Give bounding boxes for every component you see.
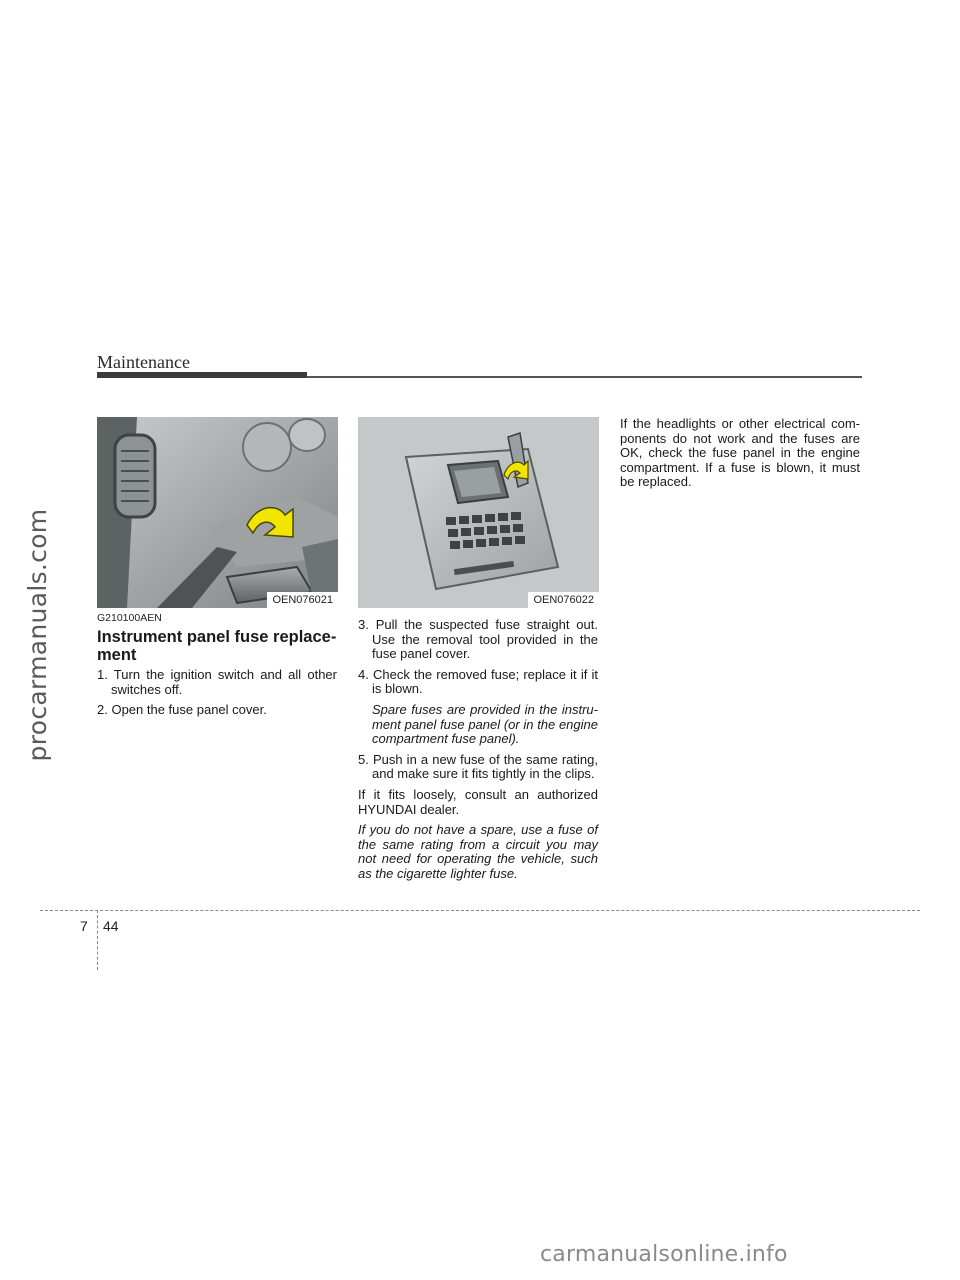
footer-rule [40, 910, 920, 911]
footwell-fuse-cover-illustration [97, 417, 338, 608]
section-title: Maintenance [97, 352, 190, 372]
paragraph-engine-fuse-panel: If the headlights or other electrical com-ponents do not work and the fuses are OK, check the fuse panel in the engine compartment. If a fuse is blown, it must be replaced. [620, 416, 860, 490]
note-spare-fuses: Spare fuses are provided in the instru-ment panel fuse panel (or in the engine compartment fuse panel). [372, 701, 598, 747]
fuse-panel-cover-illustration [358, 417, 599, 608]
figure-caption: OEN076021 [267, 592, 338, 608]
left-column [97, 668, 337, 724]
step-2: 2. Open the fuse panel cover. [97, 702, 267, 718]
page-number: 44 [103, 918, 119, 934]
watermark: procarmanuals.com [23, 508, 52, 762]
figure-caption: OEN076022 [528, 592, 599, 608]
right-column [620, 417, 860, 496]
figure-fuse-panel [358, 417, 599, 608]
note-no-spare: If you do not have a spare, use a fuse of the same rating from a circuit you may not need for operating the vehicle, such as the cigarette lighter fuse. [358, 822, 598, 881]
paragraph-loose-fit: If it fits loosely, consult an authorized HYUNDAI dealer. [358, 786, 598, 817]
step-4: 4. Check the removed fuse; replace it if it is blown. [358, 666, 598, 697]
chapter-number: 7 [80, 918, 88, 934]
middle-column [358, 618, 598, 888]
section-code: G210100AEN [97, 612, 162, 624]
section-heading: Instrument panel fuse replace-ment [97, 628, 337, 664]
step-3: 3. Pull the suspected fuse straight out. Use the removal tool provided in the fuse panel cover. [358, 617, 598, 662]
figure-footwell [97, 417, 338, 608]
header-rule-accent [97, 372, 307, 378]
step-1: 1. Turn the ignition switch and all other switches off. [97, 667, 337, 697]
site-footer: carmanualsonline.info [540, 1242, 788, 1267]
step-5: 5. Push in a new fuse of the same rating, and make sure it fits tightly in the clips. [358, 751, 598, 782]
footer-divider [97, 910, 98, 970]
